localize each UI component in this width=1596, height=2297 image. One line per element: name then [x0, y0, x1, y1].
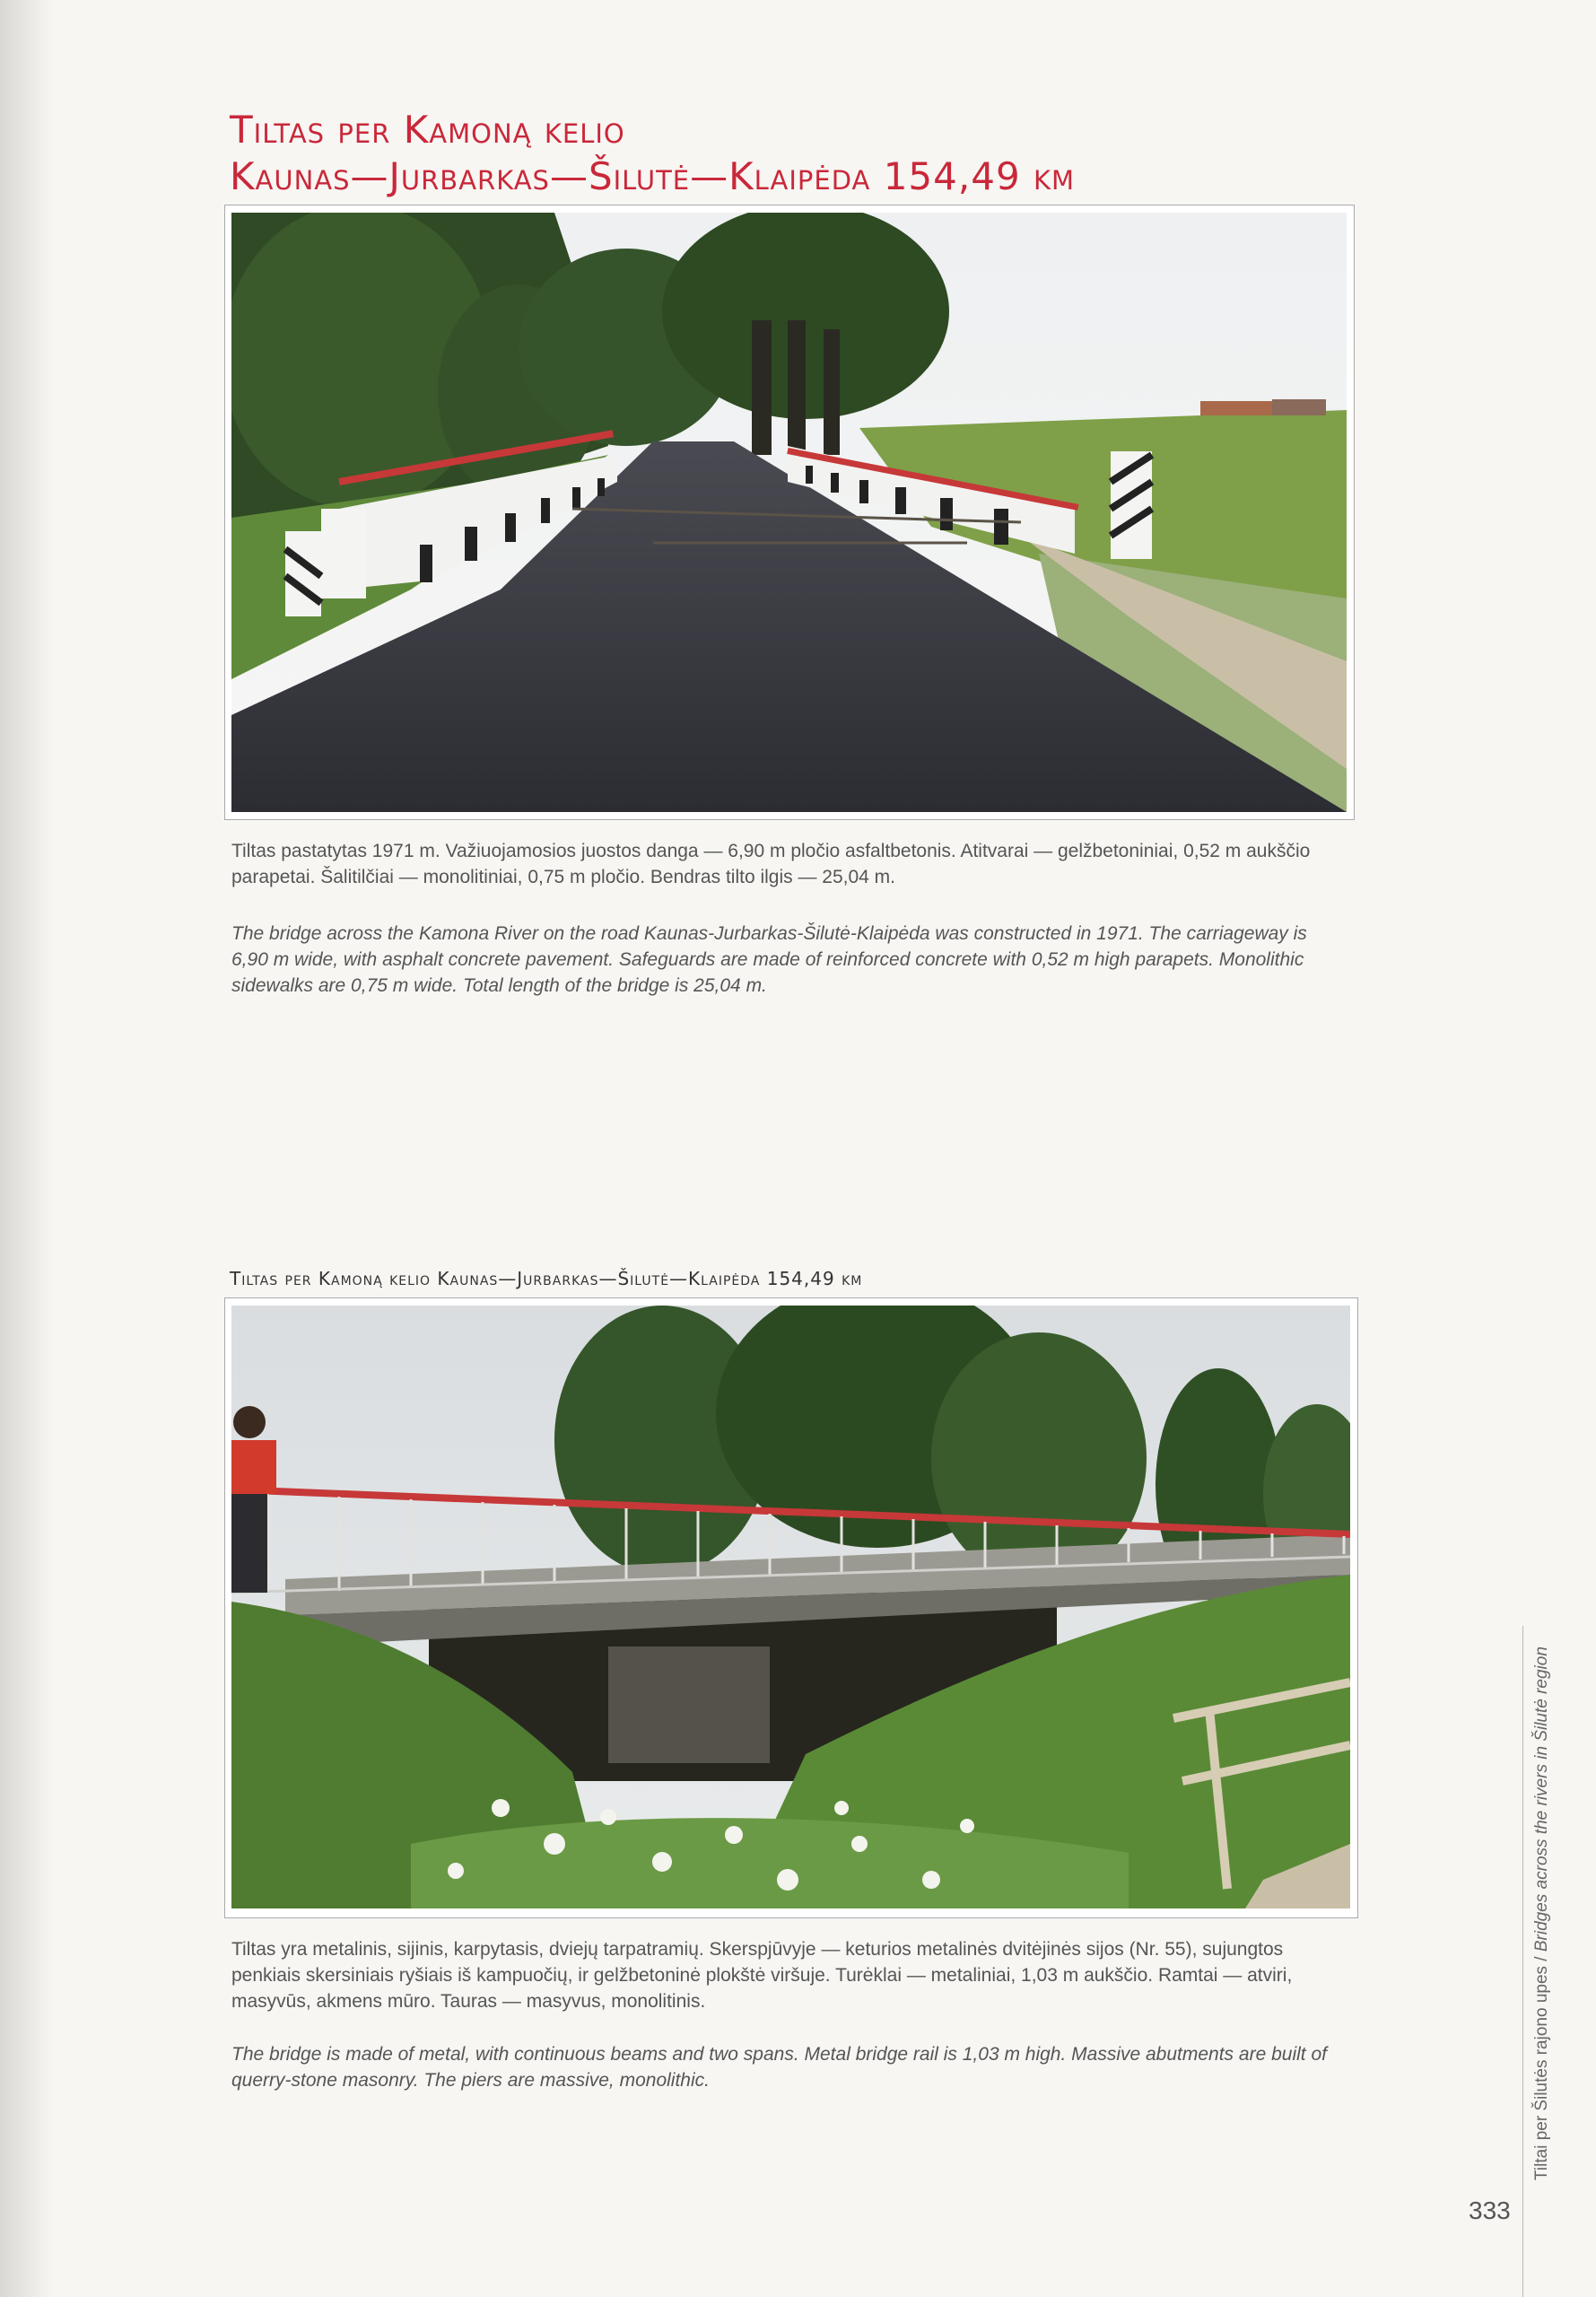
- running-header: [1532, 1646, 1552, 2180]
- description-en-bottom: The bridge is made of metal, with continuous beams and two spans. Metal bridge rail is 1,03 m high. Massive abutments are built of querry-stone masonry. The piers are massive, monolithic.: [231, 2044, 1327, 2091]
- page-number: 333: [1469, 2197, 1511, 2224]
- page-edge-shadow: [0, 0, 54, 2297]
- bridge-road-photo: [231, 213, 1347, 812]
- bridge-side-photo: [231, 1306, 1350, 1908]
- running-header-en: Bridges across the rivers in Šilutė region: [1532, 1646, 1551, 1952]
- running-header-lt: Tiltai per Šilutės rajono upes /: [1532, 1952, 1551, 2180]
- description-en-top: The bridge across the Kamona River on the road Kaunas-Jurbarkas-Šilutė-Klaipėda was constructed in 1971. The carriageway is 6,90 m wide, with asphalt concrete pavement. Safeguards are made of reinforced concrete with 0,52 m high parapets. Monolithic sidewalks are 0,75 m wide. Total length of the bridge is 25,04 m.: [231, 923, 1307, 996]
- section-title-line-1: Tiltas per Kamoną kelio: [230, 108, 625, 152]
- section-title-bottom: Tiltas per Kamoną kelio Kaunas—Jurbarkas—Šilutė—Klaipėda 154,49 km: [230, 1268, 863, 1289]
- section-title-line-2: Kaunas—Jurbarkas—Šilutė—Klaipėda 154,49 km: [230, 154, 1076, 198]
- description-lt-top: Tiltas pastatytas 1971 m. Važiuojamosios juostos danga — 6,90 m pločio asfaltbetonis. Atitvarai — gelžbetoniniai, 0,52 m aukščio parapetai. Šalitilčiai — monolitiniai, 0,75 m pločio. Bendras tilto ilgis — 25,04 m.: [231, 841, 1311, 887]
- sidebar-rule: [1522, 1626, 1523, 2297]
- description-lt-bottom: Tiltas yra metalinis, sijinis, karpytasis, dviejų tarpatramių. Skerspjūvyje — keturios metalinės dvitėjinės sijos (Nr. 55), sujungtos penkiais skersiniais ryšiais iš kampuočių, ir gelžbetoninė plokštė viršuje. Turėklai — metaliniai, 1,03 m aukščio. Ramtai — atviri, masyvūs, akmens mūro. Tauras — masyvus, monolitinis.: [231, 1939, 1293, 2012]
